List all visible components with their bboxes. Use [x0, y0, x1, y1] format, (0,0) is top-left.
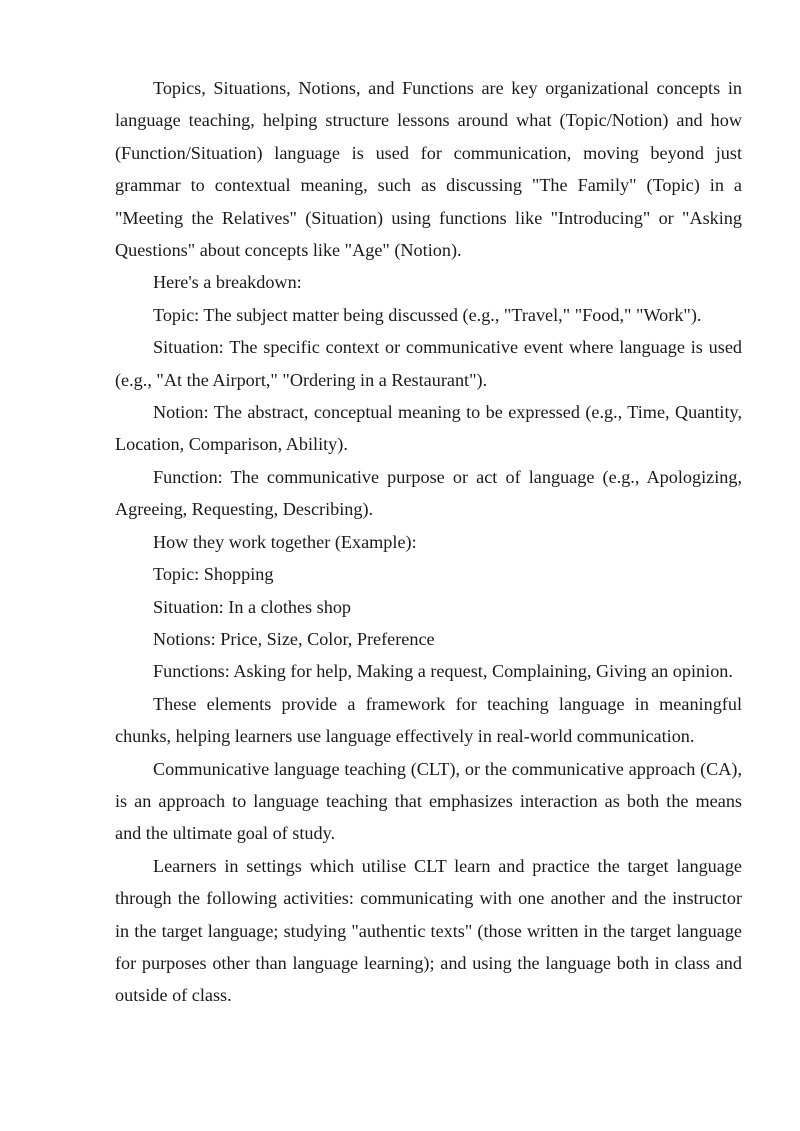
paragraph-framework: These elements provide a framework for teaching language in meaningful chunks, helping learners use language effectively in real-world communication. — [115, 693, 742, 747]
paragraph-example-topic: Topic: Shopping — [153, 564, 274, 585]
paragraph-example-heading: How they work together (Example): — [153, 531, 417, 552]
paragraph-example-functions: Functions: Asking for help, Making a request, Complaining, Giving an opinion. — [153, 661, 733, 682]
paragraph-clt-activities: Learners in settings which utilise CLT learn and practice the target language through the following activities: communicating with one another and the instructor in the target language; studying "authentic texts" (those written in the target language for purposes other than language learning); and using the language both in class and outside of class. — [115, 855, 742, 1006]
paragraph-function-definition: Function: The communicative purpose or act of language (e.g., Apologizing, Agreeing, Requesting, Describing). — [115, 466, 742, 520]
paragraph-topic-definition: Topic: The subject matter being discussed (e.g., "Travel," "Food," "Work"). — [153, 304, 702, 325]
paragraph-example-situation: Situation: In a clothes shop — [153, 596, 352, 617]
paragraph-breakdown-heading: Here's a breakdown: — [153, 272, 302, 293]
paragraph-example-notions: Notions: Price, Size, Color, Preference — [153, 628, 435, 649]
paragraph-notion-definition: Notion: The abstract, conceptual meaning to be expressed (e.g., Time, Quantity, Location, Comparison, Ability). — [115, 402, 742, 455]
paragraph-intro: Topics, Situations, Notions, and Functions are key organizational concepts in language teaching, helping structure lessons around what (Topic/Notion) and how (Function/Situation) language is used for communication, moving beyond just grammar to contextual meaning, such as discussing "The Family" (Topic) in a "Meeting the Relatives" (Situation) using functions like "Introducing" or "Asking Questions" about concepts like "Age" (Notion). — [115, 78, 742, 261]
document-body — [115, 72, 742, 1012]
paragraph-clt-definition: Communicative language teaching (CLT), or the communicative approach (CA), is an approach to language teaching that emphasizes interaction as both the means and the ultimate goal of study. — [115, 758, 742, 844]
paragraph-situation-definition: Situation: The specific context or communicative event where language is used (e.g., "At the Airport," "Ordering in a Restaurant"). — [115, 337, 742, 390]
